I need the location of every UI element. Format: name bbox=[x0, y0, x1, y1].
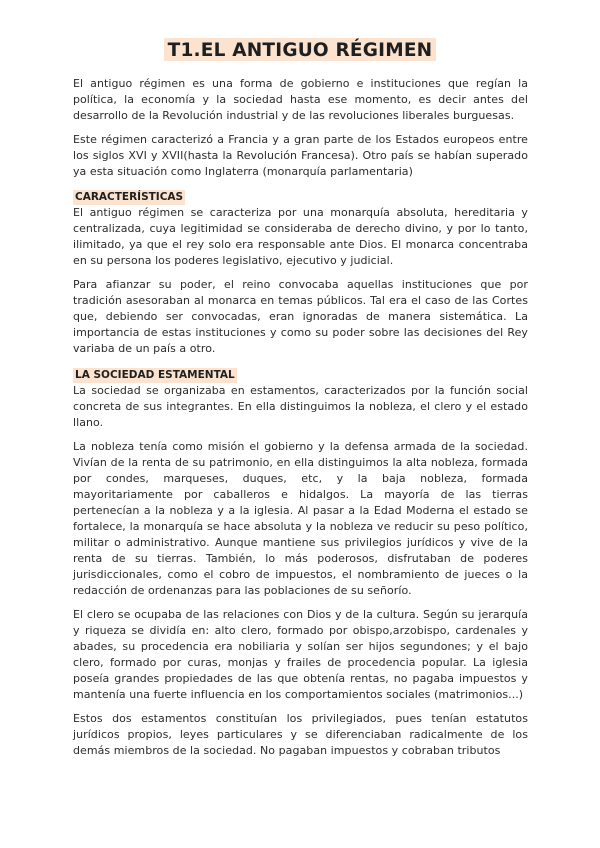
intro-paragraph-1: El antiguo régimen es una forma de gobierno e instituciones que regían la política, la economía y la sociedad hasta ese momento, es decir antes del desarrollo de la Revolución industrial y de las revoluciones liberales burguesas. bbox=[73, 77, 528, 122]
society-paragraph-2: La nobleza tenía como misión el gobierno y la defensa armada de la sociedad. Vivían de la renta de su patrimonio, en ella distinguimos la alta nobleza, formada por condes, marqueses, duques, etc, y la baja nobleza, formada mayoritariamente por caballeros e hidalgos. La mayoría de las tierras pertenecían a la nobleza y a la iglesia. Al pasar a la Edad Moderna el estado se fortalece, la monarquía se hace absoluta y la nobleza ve reducir su peso político, militar o administrativo. Aunque mantiene sus privilegios jurídicos y vive de la renta de su tierras. También, lo más poderosos, disfrutaban de poderes jurisdiccionales, como el cobro de impuestos, el nombramiento de jueces o la redacción de ordenanzas para las poblaciones de su señorío. bbox=[73, 440, 528, 597]
document-body bbox=[73, 76, 528, 767]
society-paragraph-3: El clero se ocupaba de las relaciones con Dios y de la cultura. Según su jerarquía y riqueza se dividía en: alto clero, formado por obispo,arzobispo, cardenales y abades, su procedencia era nobiliaria y solían ser hijos segundones; y el bajo clero, formado por curas, monjas y frailes de procedencia popular. La iglesia poseía grandes propiedades de las que obtenía rentas, no pagaba impuestos y mantenía una fuerte influencia en los comportamientos sociales (matrimonios...) bbox=[73, 608, 528, 701]
title-wrapper bbox=[0, 0, 600, 61]
characteristics-paragraph-2: Para afianzar su poder, el reino convocaba aquellas instituciones que por tradición asesoraban al monarca en temas públicos. Tal era el caso de las Cortes que, debiendo ser convocadas, eran ignoradas de manera sistemática. La importancia de estas instituciones y como su poder sobre las decisiones del Rey variaba de un país a otro. bbox=[73, 278, 528, 355]
intro-paragraph-2: Este régimen caracterizó a Francia y a gran parte de los Estados europeos entre los siglos XVI y XVII(hasta la Revolución Francesa). Otro país se habían superado ya esta situación como Inglaterra (monarquía parlamentaria) bbox=[73, 133, 528, 178]
society-paragraph-4: Estos dos estamentos constituían los privilegiados, pues tenían estatutos jurídicos propios, leyes particulares y se diferenciaban radicalmente de los demás miembros de la sociedad. No pagaban impuestos y cobraban tributos bbox=[73, 712, 528, 757]
characteristics-paragraph-1: El antiguo régimen se caracteriza por una monarquía absoluta, hereditaria y centralizada, cuya legitimidad se consideraba de derecho divino, y por lo tanto, ilimitado, ya que el rey solo era responsable ante Dios. El monarca concentraba en su persona los poderes legislativo, ejecutivo y judicial. bbox=[73, 206, 528, 267]
section-heading-sociedad-estamental: LA SOCIEDAD ESTAMENTAL bbox=[75, 369, 235, 381]
society-paragraph-1: La sociedad se organizaba en estamentos, caracterizados por la función social concreta de sus integrantes. En ella distinguimos la nobleza, el clero y el estado llano. bbox=[73, 384, 528, 429]
section-heading-caracteristicas: CARACTERÍSTICAS bbox=[75, 191, 184, 203]
section-heading-wrapper bbox=[73, 187, 528, 205]
section-heading-wrapper bbox=[73, 365, 528, 383]
page-title: T1.EL ANTIGUO RÉGIMEN bbox=[164, 38, 437, 61]
